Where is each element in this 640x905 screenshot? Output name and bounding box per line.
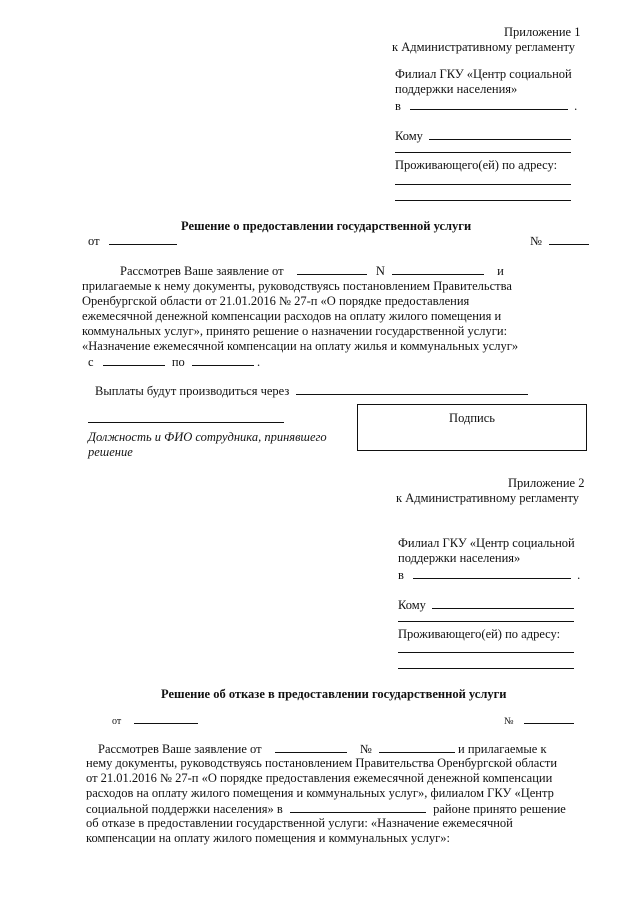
appendix2-branch-in xyxy=(398,567,580,583)
period-to-label: по xyxy=(171,355,185,369)
branch-dot: . xyxy=(574,99,578,113)
decision2-paragraph-line3: от 21.01.2016 № 27-п «О порядке предоставления ежемесячной денежной компенсации xyxy=(86,771,553,785)
recipient-field-line2[interactable] xyxy=(395,152,571,153)
decision1-number xyxy=(530,233,589,249)
recipient2-field-line2[interactable] xyxy=(398,621,574,622)
branch2-dot: . xyxy=(577,568,581,582)
decision2-date-field[interactable] xyxy=(134,714,198,724)
application-number-field[interactable] xyxy=(392,263,484,275)
appendix2-to xyxy=(398,597,574,613)
period-from-label: с xyxy=(88,355,94,369)
decision1-heading: Решение о предоставлении государственной услуги xyxy=(181,219,472,233)
to2-label: Кому xyxy=(398,598,426,612)
address-field-line1[interactable] xyxy=(395,184,571,185)
signature-box[interactable] xyxy=(357,404,587,451)
decision2-paragraph-line7: компенсации на оплату жилого помещения и коммунальных услуг»: xyxy=(86,831,450,845)
appendix1-title: Приложение 1 xyxy=(504,25,581,39)
decision2-p1-text: Рассмотрев Ваше заявление от xyxy=(98,742,262,756)
decision1-paragraph-line1 xyxy=(120,263,504,279)
recipient-field[interactable] xyxy=(429,128,571,140)
decision1-number-field[interactable] xyxy=(549,233,589,245)
period-dot: . xyxy=(257,355,261,369)
signature-caption: Подпись xyxy=(449,411,495,425)
branch-district-field[interactable] xyxy=(410,98,568,110)
period-from-field[interactable] xyxy=(103,354,165,366)
decision2-paragraph-line5 xyxy=(86,801,566,817)
decision1-p1-n: N xyxy=(375,264,385,278)
decision2-date xyxy=(112,714,198,729)
decision2-heading: Решение об отказе в предоставлении государственной услуги xyxy=(161,687,507,701)
decision1-paragraph-line5: коммунальных услуг», принято решение о назначении государственной услуги: xyxy=(82,324,508,338)
address2-field-line2[interactable] xyxy=(398,668,574,669)
appendix1-branch-in xyxy=(395,98,577,114)
position-caption-line2: решение xyxy=(88,445,133,459)
decision1-number-label: № xyxy=(530,234,542,248)
appendix1-to xyxy=(395,128,571,144)
address-field-line2[interactable] xyxy=(395,200,571,201)
decision2-p1-n: № xyxy=(359,742,372,756)
decision1-date-field[interactable] xyxy=(109,233,177,245)
appendix2-title: Приложение 2 xyxy=(508,476,585,490)
position-line[interactable] xyxy=(88,422,284,423)
decision1-paragraph-line6: «Назначение ежемесячной компенсации на оплату жилья и коммунальных услуг» xyxy=(82,339,519,353)
appendix2-branch-line1: Филиал ГКУ «Центр социальной xyxy=(398,536,575,550)
decision1-paragraph-line3: Оренбургской области от 21.01.2016 № 27-п «О порядке предоставления xyxy=(82,294,470,308)
period-to-field[interactable] xyxy=(192,354,254,366)
decision2-number-label: № xyxy=(504,716,514,727)
recipient2-field[interactable] xyxy=(432,597,574,609)
decision2-paragraph-line4: расходов на оплату жилого помещения и коммунальных услуг», филиалом ГКУ «Центр xyxy=(86,786,554,800)
refusal-application-date-field[interactable] xyxy=(275,741,347,753)
decision1-period xyxy=(88,354,260,370)
refusal-district-field[interactable] xyxy=(290,801,426,813)
decision2-p5-text: социальной поддержки населения» в xyxy=(86,802,283,816)
refusal-application-number-field[interactable] xyxy=(379,741,455,753)
appendix1-branch-line1: Филиал ГКУ «Центр социальной xyxy=(395,67,572,81)
decision1-from-label: от xyxy=(88,234,100,248)
appendix2-regulation: к Административному регламенту xyxy=(396,491,580,505)
decision1-p1-and: и xyxy=(497,264,504,278)
decision2-number xyxy=(504,714,574,729)
branch2-in-label: в xyxy=(398,568,404,582)
decision1-payments xyxy=(95,383,528,399)
payments-through-field[interactable] xyxy=(296,383,528,395)
appendix1-branch-line2: поддержки населения» xyxy=(395,82,518,96)
decision2-p5-end: районе принято решение xyxy=(433,802,566,816)
decision1-p1-text: Рассмотрев Ваше заявление от xyxy=(120,264,284,278)
branch-in-label: в xyxy=(395,99,401,113)
decision1-paragraph-line2: прилагаемые к нему документы, руководствуясь постановлением Правительства xyxy=(82,279,512,293)
address2-field-line1[interactable] xyxy=(398,652,574,653)
application-date-field[interactable] xyxy=(297,263,367,275)
appendix1-regulation: к Административному регламенту xyxy=(392,40,576,54)
decision2-from-label: от xyxy=(112,716,122,727)
decision1-paragraph-line4: ежемесячной денежной компенсации расходов на оплату жилого помещения и xyxy=(82,309,502,323)
position-caption-line1: Должность и ФИО сотрудника, принявшего xyxy=(88,430,327,444)
decision2-paragraph-line6: об отказе в предоставлении государственной услуги: «Назначение ежемесячной xyxy=(86,816,513,830)
to-label: Кому xyxy=(395,129,423,143)
decision2-number-field[interactable] xyxy=(524,714,574,724)
appendix1-address-label: Проживающего(ей) по адресу: xyxy=(395,158,558,172)
appendix2-branch-line2: поддержки населения» xyxy=(398,551,521,565)
payments-label: Выплаты будут производиться через xyxy=(95,384,290,398)
branch2-district-field[interactable] xyxy=(413,567,571,579)
decision1-date xyxy=(88,233,177,249)
decision2-paragraph-line2: нему документы, руководствуясь постановлением Правительства Оренбургской области xyxy=(86,756,558,770)
decision2-p1-end: и прилагаемые к xyxy=(458,742,547,756)
appendix2-address-label: Проживающего(ей) по адресу: xyxy=(398,627,561,641)
decision2-paragraph-line1 xyxy=(98,741,547,757)
